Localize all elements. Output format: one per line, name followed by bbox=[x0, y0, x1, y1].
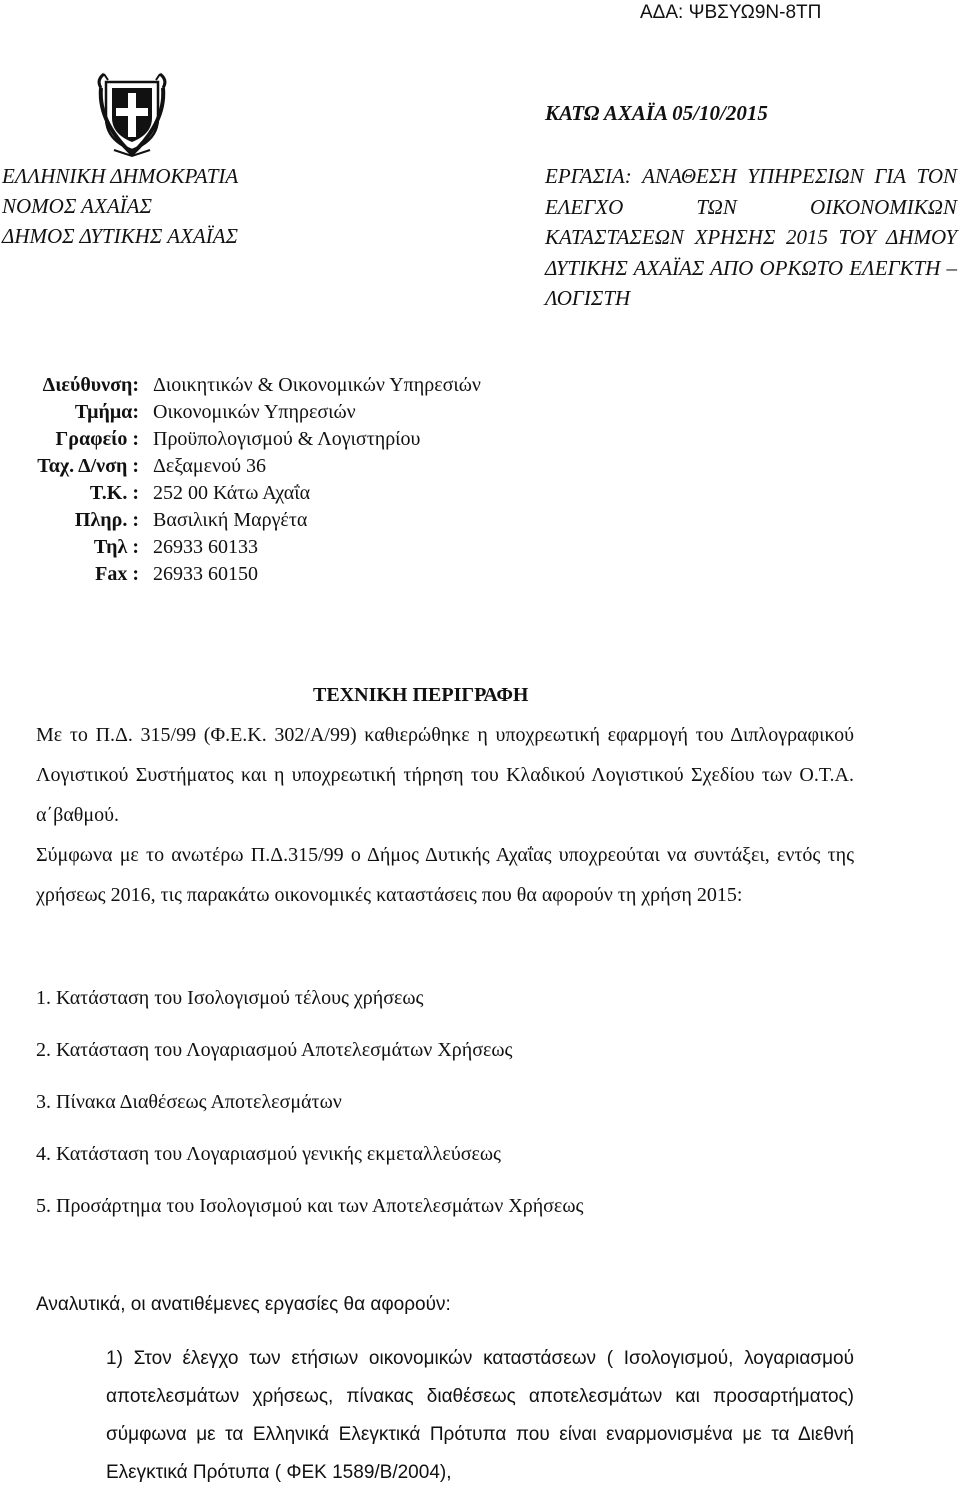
info-value: Οικονομικών Υπηρεσιών bbox=[153, 401, 356, 423]
info-label: Τηλ : bbox=[93, 536, 139, 558]
info-value: 252 00 Κάτω Αχαΐα bbox=[153, 482, 311, 504]
contact-info bbox=[0, 372, 481, 588]
info-row bbox=[0, 426, 481, 453]
details-intro: Αναλυτικά, οι ανατιθέμενες εργασίες θα αφορούν: bbox=[36, 1294, 451, 1315]
info-row bbox=[0, 480, 481, 507]
issuing-authority bbox=[2, 161, 238, 251]
info-label: Τ.Κ. : bbox=[89, 482, 139, 504]
document-title: ΤΕΧΝΙΚΗ ΠΕΡΙΓΡΑΦΗ bbox=[313, 684, 529, 706]
info-row bbox=[0, 507, 481, 534]
authority-line: ΔΗΜΟΣ ΔΥΤΙΚΗΣ ΑΧΑΪΑΣ bbox=[2, 224, 239, 248]
paragraph-obligation: Σύμφωνα με το ανωτέρω Π.Δ.315/99 ο Δήμος Δυτικής Αχαΐας υποχρεούται να συντάξει, εντός της χρήσεως 2016, τις παρακάτω οικονομικές καταστάσεις που θα αφορούν τη χρήση 2015: bbox=[36, 844, 854, 906]
list-item: 3. Πίνακα Διαθέσεως Αποτελεσμάτων bbox=[36, 1091, 342, 1113]
info-value: Προϋπολογισμού & Λογιστηρίου bbox=[153, 428, 421, 450]
greek-coat-of-arms-icon bbox=[94, 66, 170, 158]
info-value: Δεξαμενού 36 bbox=[153, 455, 266, 477]
detail-item: 1) Στον έλεγχο των ετήσιων οικονομικών καταστάσεων ( Ισολογισμού, λογαριασμού αποτελεσμάτων χρήσεως, πίνακας διαθέσεως αποτελεσμάτων και προσαρτήματος) σύμφωνα με τα Ελληνικά Ελεγκτικά Πρότυπα που είναι εναρμονισμένα με τα Διεθνή Ελεγκτικά Πρότυπα ( ΦΕΚ 1589/Β/2004), bbox=[106, 1348, 854, 1483]
subject: ΕΡΓΑΣΙΑ: ΑΝΑΘΕΣΗ ΥΠΗΡΕΣΙΩΝ ΓΙΑ ΤΟΝ ΕΛΕΓΧΟ ΤΩΝ ΟΙΚΟΝΟΜΙΚΩΝ ΚΑΤΑΣΤΑΣΕΩΝ ΧΡΗΣΗΣ 2015 ΤΟΥ ΔΗΜΟΥ ΔΥΤΙΚΗΣ ΑΧΑΪΑΣ ΑΠΟ ΟΡΚΩΤΟ ΕΛΕΓΚΤΗ – ΛΟΓΙΣΤΗ bbox=[545, 164, 957, 310]
info-row bbox=[0, 372, 481, 399]
info-row bbox=[0, 534, 481, 561]
info-value: Διοικητικών & Οικονομικών Υπηρεσιών bbox=[153, 374, 481, 396]
list-item: 2. Κατάσταση του Λογαριασμού Αποτελεσμάτων Χρήσεως bbox=[36, 1039, 513, 1061]
list-item: 1. Κατάσταση του Ισολογισμού τέλους χρήσεως bbox=[36, 987, 424, 1009]
paragraph-legal-basis: Με το Π.Δ. 315/99 (Φ.Ε.Κ. 302/Α/99) καθιερώθηκε η υποχρεωτική εφαρμογή του Διπλογραφικού Λογιστικού Συστήματος και η υποχρεωτική τήρηση του Κλαδικού Λογιστικού Σχεδίου των Ο.Τ.Α. α΄βαθμού. bbox=[36, 724, 854, 826]
authority-line: ΝΟΜΟΣ ΑΧΑΪΑΣ bbox=[2, 194, 152, 218]
info-value: Βασιλική Μαργέτα bbox=[153, 509, 308, 531]
info-label: Γραφείο : bbox=[55, 428, 139, 450]
place-date: ΚΑΤΩ ΑΧΑΪΑ 05/10/2015 bbox=[545, 101, 768, 125]
info-label: Τμήμα: bbox=[74, 401, 139, 423]
list-item: 4. Κατάσταση του Λογαριασμού γενικής εκμεταλλεύσεως bbox=[36, 1143, 501, 1165]
info-label: Ταχ. Δ/νση : bbox=[37, 455, 139, 477]
info-label: Πληρ. : bbox=[74, 509, 139, 531]
info-row bbox=[0, 561, 481, 588]
info-value: 26933 60133 bbox=[153, 536, 258, 558]
info-row bbox=[0, 453, 481, 480]
authority-line: ΕΛΛΗΝΙΚΗ ΔΗΜΟΚΡΑΤΙΑ bbox=[2, 164, 239, 188]
statements-list bbox=[36, 972, 583, 1232]
info-label: Διεύθυνση: bbox=[42, 374, 139, 396]
info-label: Fax : bbox=[95, 563, 139, 585]
info-row bbox=[0, 399, 481, 426]
ada-code: ΑΔΑ: ΨΒΣΥΩ9Ν-8ΤΠ bbox=[640, 2, 822, 23]
list-item: 5. Προσάρτημα του Ισολογισμού και των Αποτελεσμάτων Χρήσεως bbox=[36, 1195, 584, 1217]
info-value: 26933 60150 bbox=[153, 563, 258, 585]
